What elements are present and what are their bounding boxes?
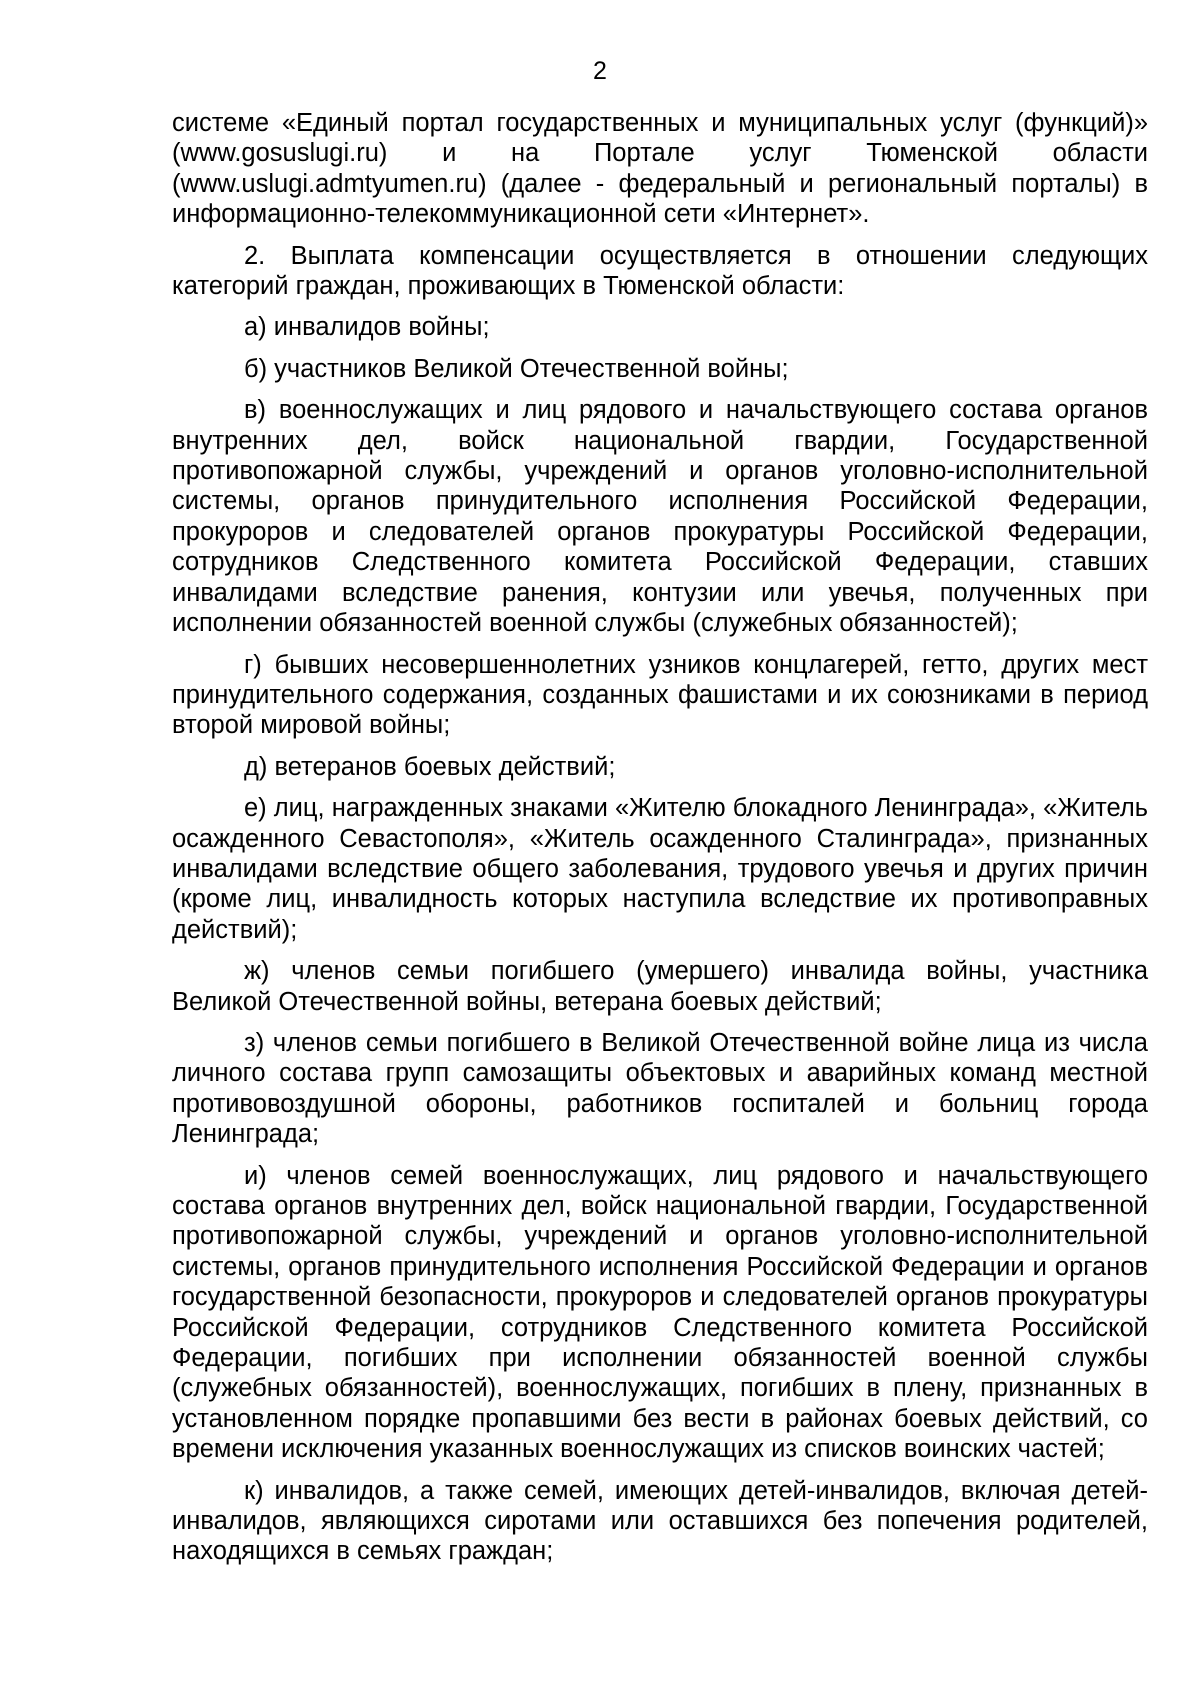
paragraph-continuation: системе «Единый портал государственных и муниципальных услуг (функций)» (www.gosuslugi.ru) и на Портале услуг Тюменской области (www.uslugi.admtyumen.ru) (далее - федеральный и региональный порталы) в информационно-телекоммуникационной сети «Интернет». — [172, 109, 1148, 229]
paragraph-item-2: 2. Выплата компенсации осуществляется в отношении следующих категорий граждан, проживающих в Тюменской области: — [172, 241, 1148, 301]
document-body — [172, 108, 1148, 1567]
list-item-a: а) инвалидов войны; — [244, 313, 490, 342]
list-item-e: е) лиц, награжденных знаками «Жителю блокадного Ленинграда», «Житель осажденного Севастополя», «Житель осажденного Сталинграда», признанных инвалидами вследствие общего заболевания, трудового увечья и других причин (кроме лиц, инвалидность которых наступила вследствие их противоправных действий); — [172, 794, 1148, 944]
list-item-z: з) членов семьи погибшего в Великой Отечественной войне лица из числа личного состава групп самозащиты объектовых и аварийных команд местной противовоздушной обороны, работников госпиталей и больниц города Ленинграда; — [172, 1028, 1148, 1149]
page-number: 2 — [593, 57, 607, 85]
list-item-v: в) военнослужащих и лиц рядового и начальствующего состава органов внутренних дел, войск национальной гвардии, Государственной противопожарной службы, учреждений и органов уголовно-исполнительной системы, органов принудительного исполнения Российской Федерации, прокуроров и следователей органов прокуратуры Российской Федерации, сотрудников Следственного комитета Российской Федерации, ставших инвалидами вследствие ранения, контузии или увечья, полученных при исполнении обязанностей военной службы (служебных обязанностей); — [172, 396, 1148, 638]
list-item-b: б) участников Великой Отечественной войны; — [244, 354, 789, 383]
list-item-g: г) бывших несовершеннолетних узников концлагерей, гетто, других мест принудительного содержания, созданных фашистами и их союзниками в период второй мировой войны; — [172, 650, 1148, 740]
list-item-k: к) инвалидов, а также семей, имеющих детей-инвалидов, включая детей-инвалидов, являющихся сиротами или оставшихся без попечения родителей, находящихся в семьях граждан; — [172, 1476, 1148, 1566]
list-item-zh: ж) членов семьи погибшего (умершего) инвалида войны, участника Великой Отечественной войны, ветерана боевых действий; — [172, 957, 1148, 1016]
list-item-d: д) ветеранов боевых действий; — [244, 752, 616, 781]
list-item-i: и) членов семей военнослужащих, лиц рядового и начальствующего состава органов внутренних дел, войск национальной гвардии, Государственной противопожарной службы, учреждений и органов уголовно-исполнительной системы, органов принудительного исполнения Российской Федерации и органов государственной безопасности, прокуроров и следователей органов прокуратуры Российской Федерации, сотрудников Следственного комитета Российской Федерации, погибших при исполнении обязанностей военной службы (служебных обязанностей), военнослужащих, погибших в плену, признанных в установленном порядке пропавшими без вести в районах боевых действий, со времени исключения указанных военнослужащих из списков воинских частей; — [172, 1161, 1148, 1464]
